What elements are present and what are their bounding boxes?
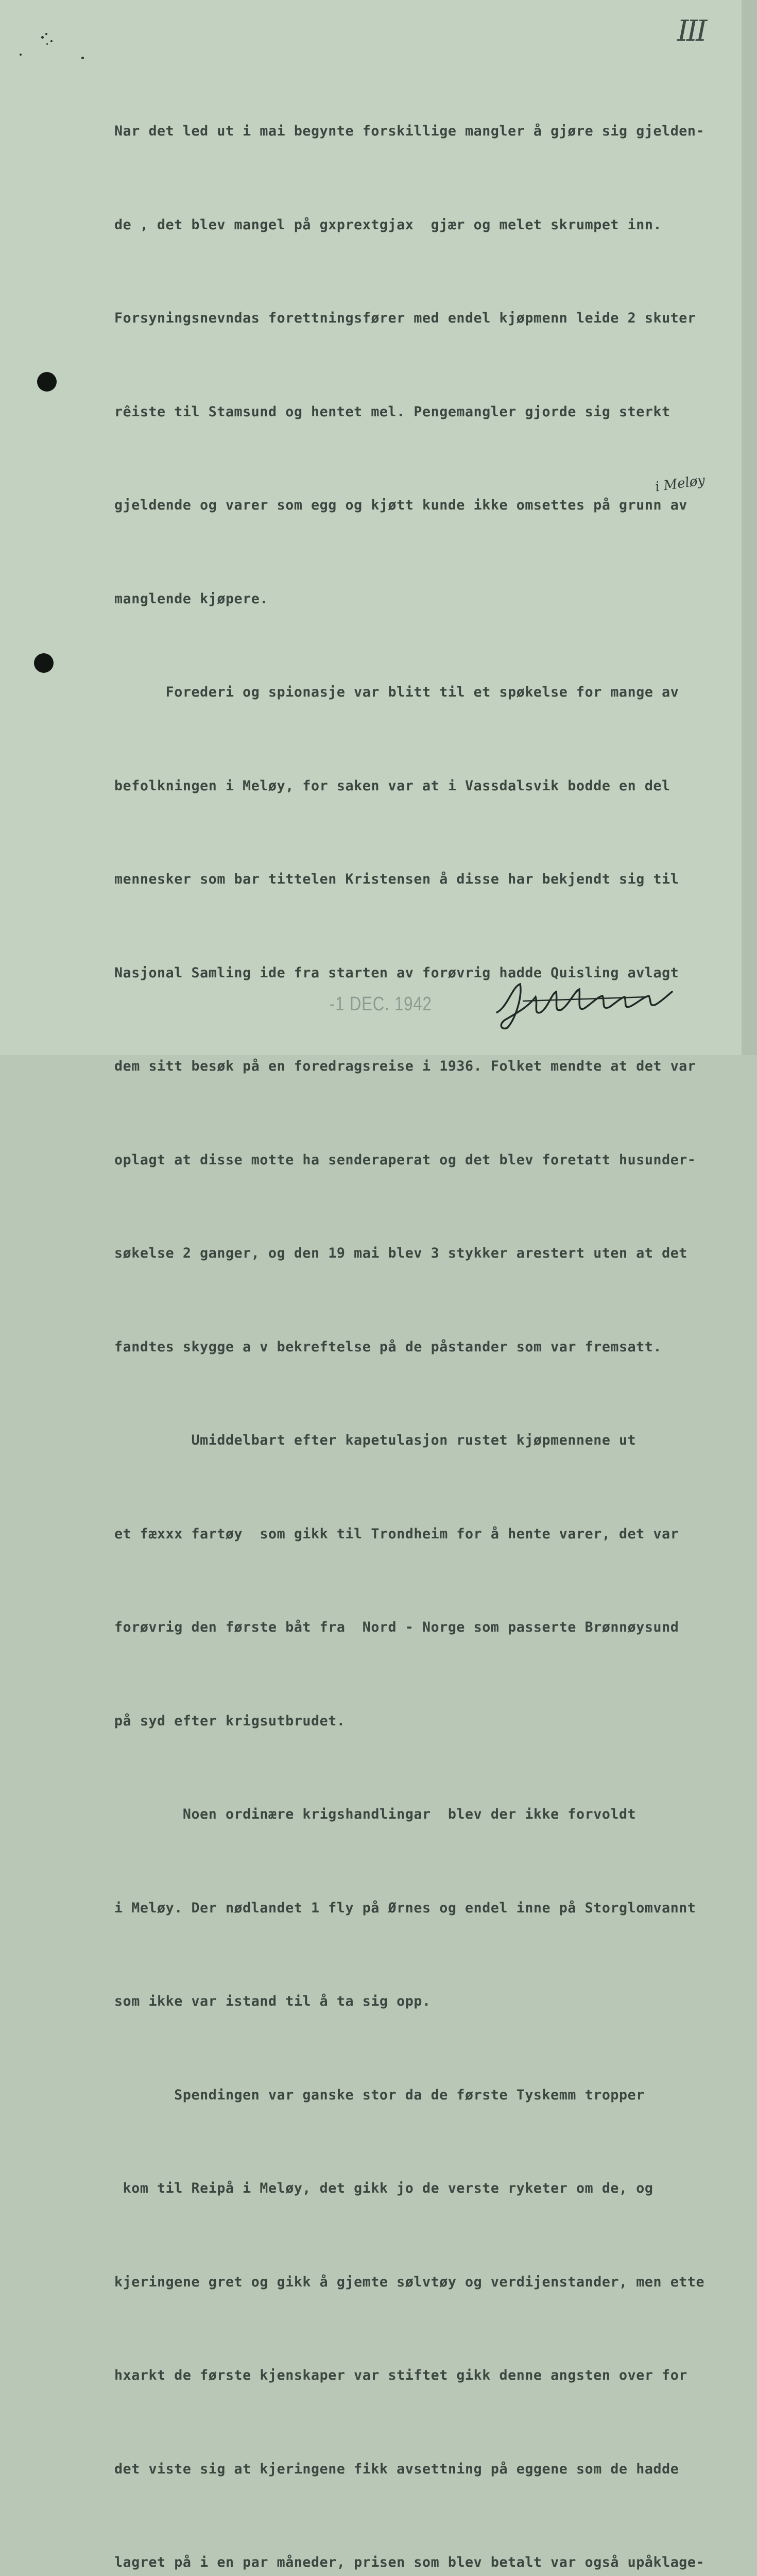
text-line: fandtes skygge a v bekreftelse på de påstander som var fremsatt. <box>114 1338 662 1355</box>
text-line: gjeldende og varer som egg og kjøtt kunde ikke omsettes på grunn av <box>114 497 687 513</box>
text-line: rêiste til Stamsund og hentet mel. Pengemangler gjorde sig sterkt <box>114 403 670 420</box>
text-line: mennesker som bar tittelen Kristensen å disse har bekjendt sig til <box>114 871 679 887</box>
text-line: søkelse 2 ganger, og den 19 mai blev 3 stykker arestert uten at det <box>114 1245 687 1261</box>
text-line: befolkningen i Meløy, for saken var at i Vassdalsvik bodde en del <box>114 777 670 794</box>
text-line: dem sitt besøk på en foredragsreise i 1936. Folket mendte at det var <box>114 1058 696 1074</box>
text-line: hxarkt de første kjenskaper var stiftet gikk denne angsten over for <box>114 2367 687 2383</box>
text-line: forøvrig den første båt fra Nord - Norge som passerte Brønnøysund <box>114 1619 679 1635</box>
text-line: det viste sig at kjeringene fikk avsettning på eggene som de hadde <box>114 2461 679 2477</box>
text-line: Nar det led ut i mai begynte forskillige mangler å gjøre sig gjelden- <box>114 123 705 139</box>
text-line: Forsyningsnevndas forettningsfører med endel kjøpmenn leide 2 skuter <box>114 310 696 326</box>
typed-body-text <box>114 54 743 2576</box>
page-number: III <box>677 14 706 48</box>
date-stamp: -1 DEC. 1942 <box>330 993 432 1015</box>
text-line: lagret på i en par måneder, prisen som blev betalt var også upåklage- <box>114 2554 705 2570</box>
page-edge <box>742 0 757 1055</box>
text-line: manglende kjøpere. <box>114 590 268 607</box>
text-line: i Meløy. Der nødlandet 1 fly på Ørnes og endel inne på Storglomvannt <box>114 1900 696 1916</box>
text-line: kjeringene gret og gikk å gjemte sølvtøy og verdijenstander, men ette <box>114 2274 705 2290</box>
text-line: Nasjonal Samling ide fra starten av forøvrig hadde Quisling avlagt <box>114 964 679 981</box>
text-line: et fæxxx fartøy som gikk til Trondheim for å hente varer, det var <box>114 1526 679 1542</box>
text-line: Forederi og spionasje var blitt til et spøkelse for mange av <box>114 684 679 700</box>
text-line: Umiddelbart efter kapetulasjon rustet kjøpmennene ut <box>114 1432 636 1448</box>
text-line: Spendingen var ganske stor da de første Tyskemm tropper <box>114 2087 645 2103</box>
text-line: oplagt at disse motte ha senderaperat og det blev foretatt husunder- <box>114 1151 696 1168</box>
punch-hole-lower <box>34 653 54 673</box>
text-line: kom til Reipå i Meløy, det gikk jo de verste ryketer om de, og <box>114 2180 653 2196</box>
text-line: de , det blev mangel på gxprextgjax gjær og melet skrumpet inn. <box>114 216 662 233</box>
handwritten-signature <box>492 976 677 1033</box>
text-line: som ikke var istand til å ta sig opp. <box>114 1993 431 2009</box>
ink-dots <box>20 31 87 67</box>
punch-hole-upper <box>37 372 57 392</box>
text-line: Noen ordinære krigshandlingar blev der ikke forvoldt <box>114 1806 636 1822</box>
handwritten-annotation: i Meløy <box>654 472 706 495</box>
text-line: på syd efter krigsutbrudet. <box>114 1713 346 1729</box>
